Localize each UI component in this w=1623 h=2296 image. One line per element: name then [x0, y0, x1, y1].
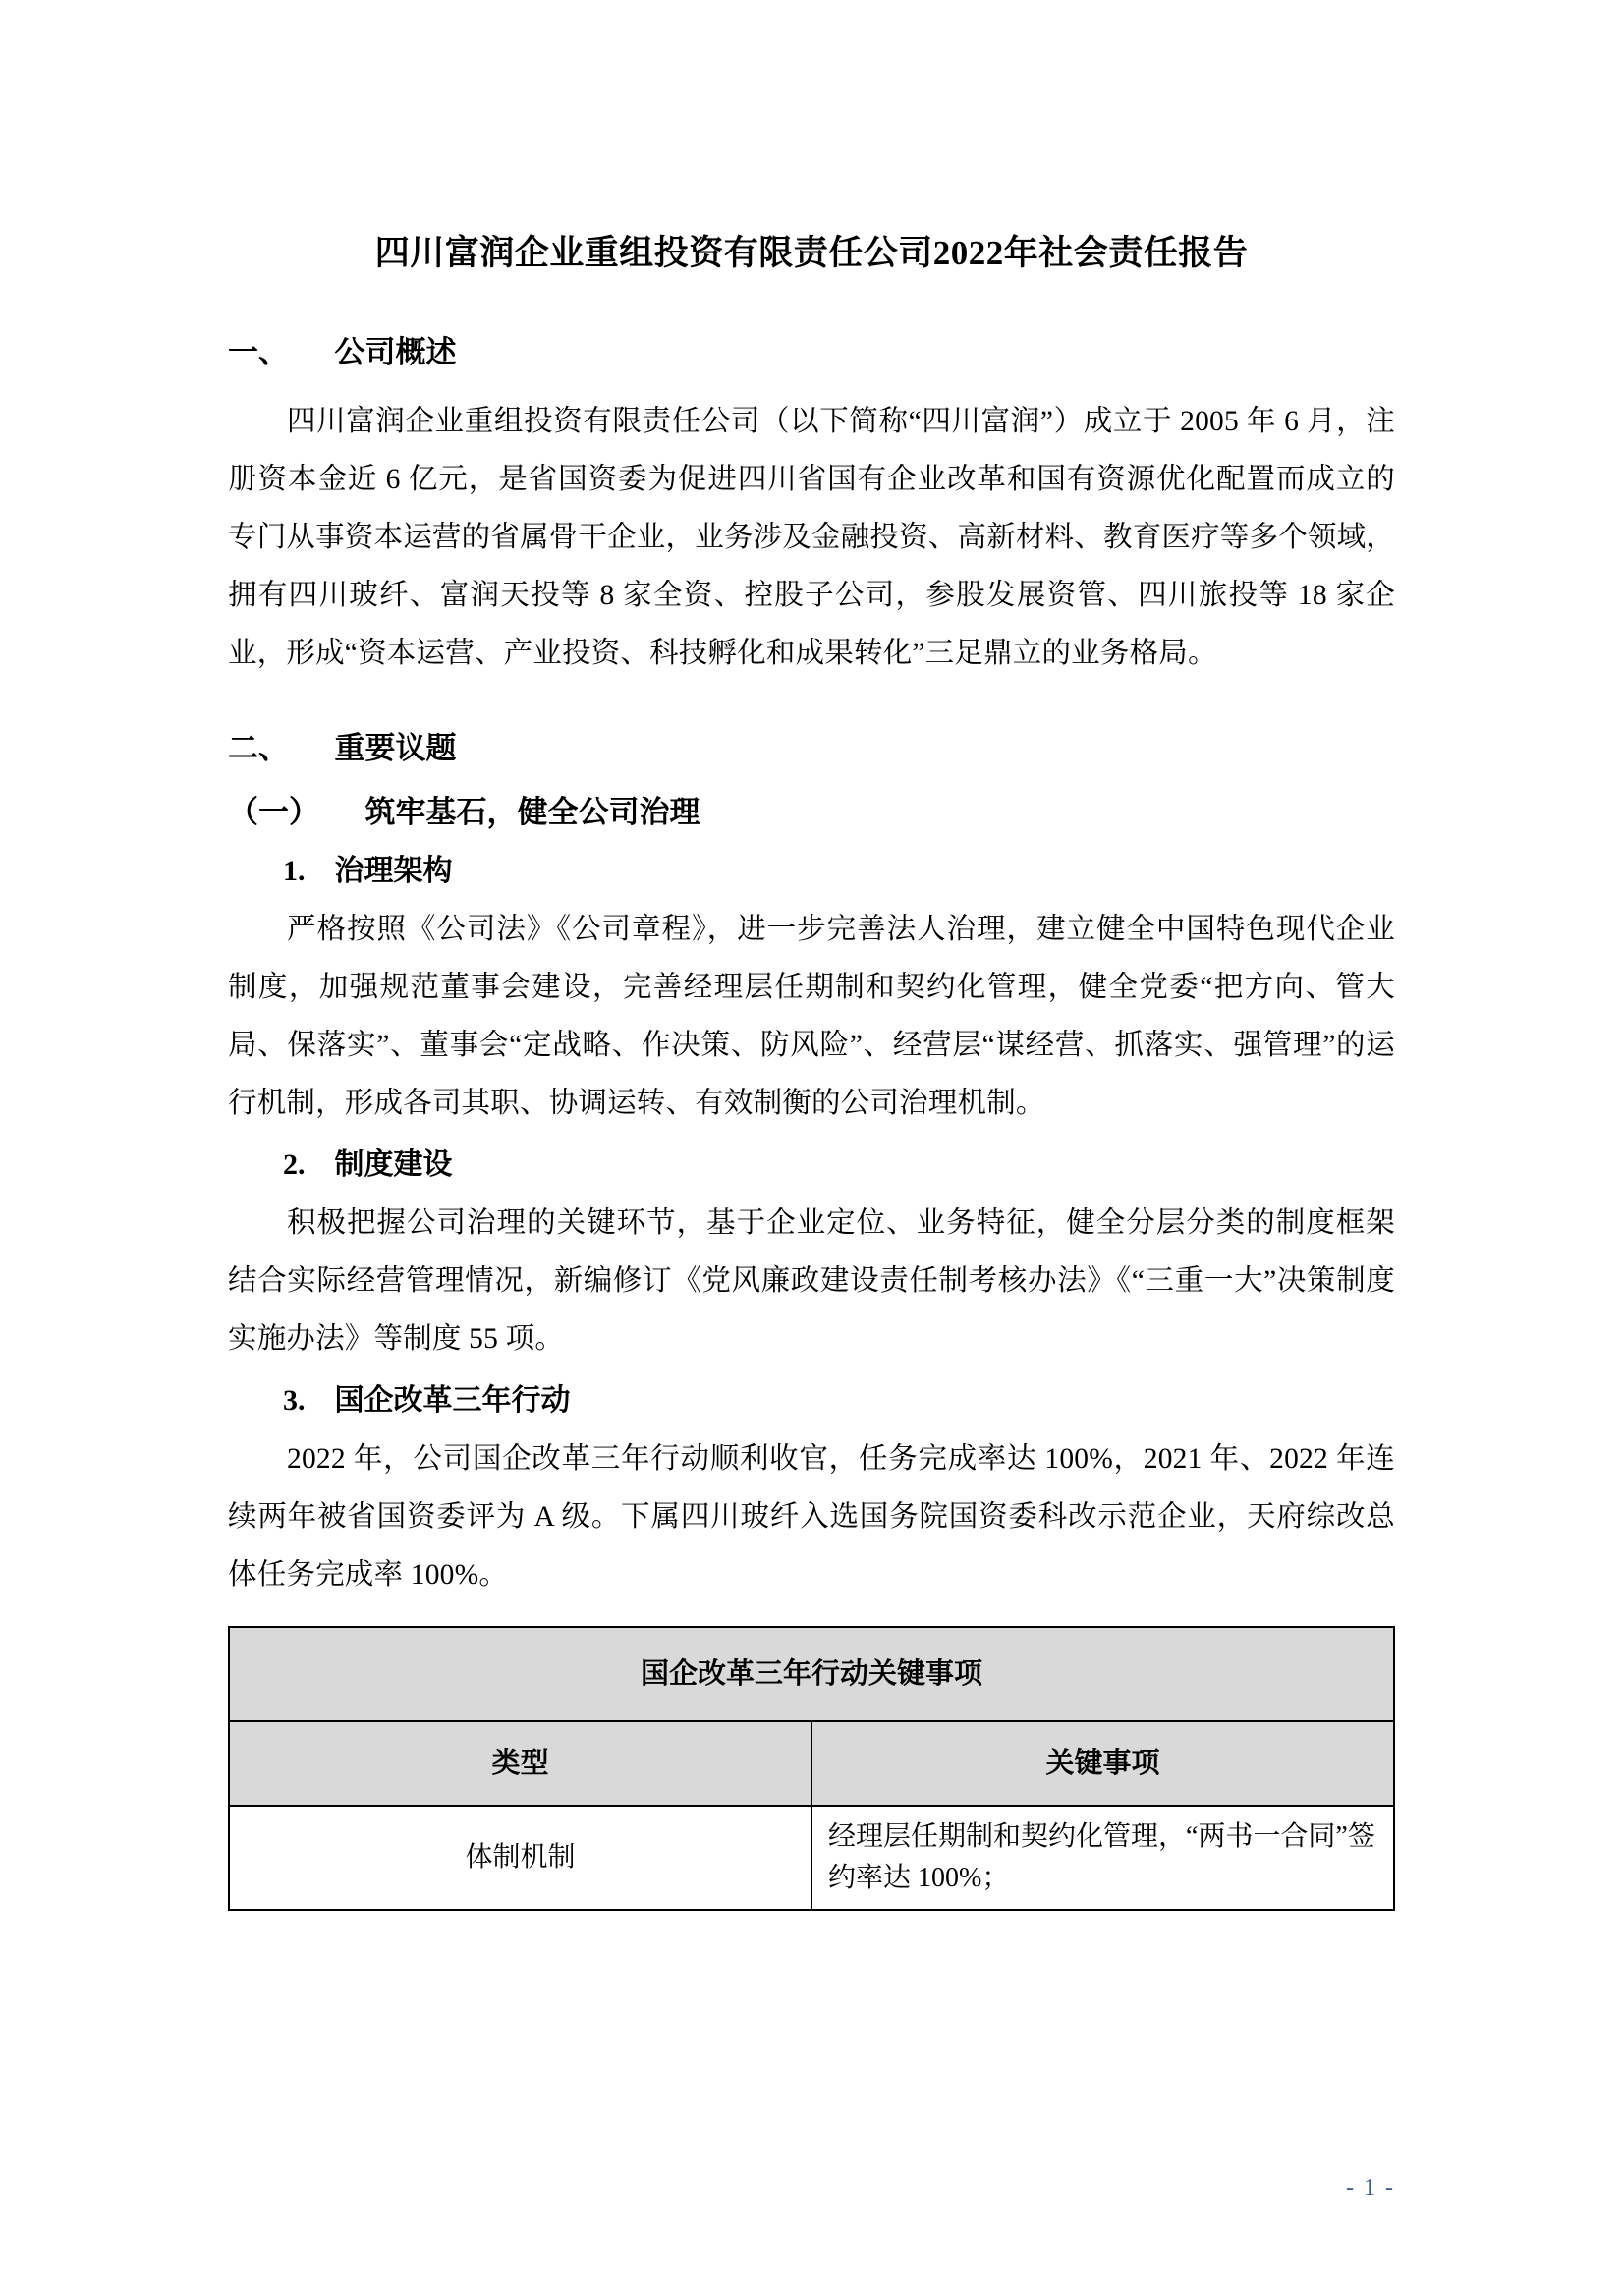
paragraph-system-construction: 积极把握公司治理的关键环节，基于企业定位、业务特征，健全分层分类的制度框架结合实际经营管理情况，新编修订《党风廉政建设责任制考核办法》《“三重一大”决策制度实施办法》等制度 55 项。	[228, 1207, 1395, 1356]
table-title-cell: 国企改革三年行动关键事项	[229, 1627, 1394, 1721]
paragraph-soe-reform-three-year-action: 2022 年，公司国企改革三年行动顺利收官，任务完成率达 100%，2021 年、2022 年连续两年被省国资委评为 A 级。下属四川玻纤入选国务院国资委科改示范企业，天府综改总体任务完成率 100%。	[228, 1443, 1395, 1592]
paragraph-governance-structure: 严格按照《公司法》《公司章程》，进一步完善法人治理，建立健全中国特色现代企业制度，加强规范董事会建设，完善经理层任期制和契约化管理，健全党委“把方向、管大局、保落实”、董事会“定战略、作决策、防风险”、经营层“谋经营、抓落实、强管理”的运行机制，形成各司其职、协调运转、有效制衡的公司治理机制。	[228, 914, 1395, 1120]
table-header-key-items: 关键事项	[812, 1721, 1394, 1806]
heading-system-construction: 2. 制度建设	[283, 1148, 453, 1182]
heading-governance-structure: 1. 治理架构	[283, 855, 453, 888]
page-number: - 1 -	[1346, 2175, 1395, 2201]
table-row	[229, 1806, 1394, 1910]
key-items-table	[228, 1626, 1395, 1911]
heading-company-overview: 一、 公司概述	[228, 334, 457, 369]
paragraph-company-overview: 四川富润企业重组投资有限责任公司（以下简称“四川富润”）成立于 2005 年 6 月，注册资本金近 6 亿元，是省国资委为促进四川省国有企业改革和国有资源优化配置而成立的专门从事资本运营的省属骨干企业，业务涉及金融投资、高新材料、教育医疗等多个领域，拥有四川玻纤、富润天投等 8 家全资、控股子公司，参股发展资管、四川旅投等 18 家企业，形成“资本运营、产业投资、科技孵化和成果转化”三足鼎立的业务格局。	[228, 406, 1396, 670]
heading-soe-reform-three-year-action: 3. 国企改革三年行动	[283, 1384, 571, 1418]
heading-corporate-governance: （一） 筑牢基石，健全公司治理	[228, 794, 700, 829]
table-cell-type: 体制机制	[229, 1806, 812, 1910]
table-cell-key-item: 经理层任期制和契约化管理，“两书一合同”签约率达 100%；	[812, 1806, 1394, 1910]
table-header-type: 类型	[229, 1721, 812, 1806]
table-header-row	[229, 1721, 1394, 1806]
page-title: 四川富润企业重组投资有限责任公司2022年社会责任报告	[374, 234, 1249, 272]
heading-key-topics: 二、 重要议题	[228, 731, 457, 766]
table-title-row	[229, 1627, 1394, 1721]
